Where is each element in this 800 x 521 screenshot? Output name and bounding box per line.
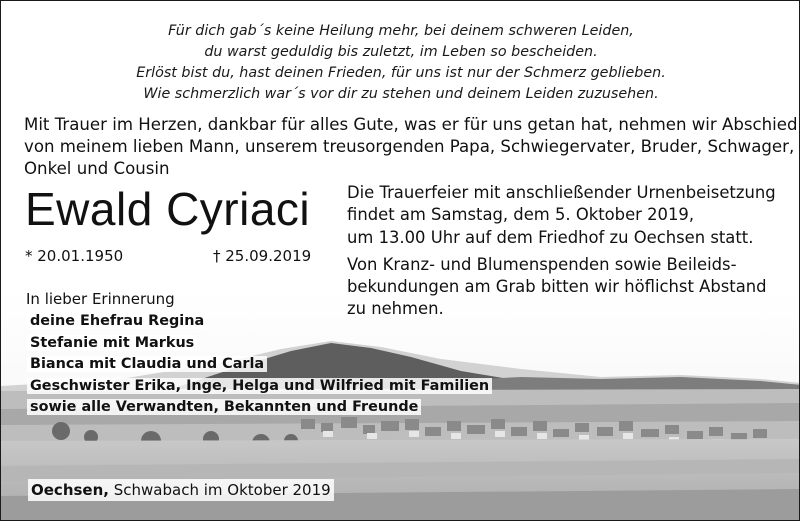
ceremony-line: Die Trauerfeier mit anschließender Urnenbeisetzung	[347, 183, 776, 202]
memory-heading: In lieber Erinnerung	[26, 290, 175, 308]
mourner-line: Bianca mit Claudia und Carla	[27, 356, 267, 372]
footer-place: Oechsen,	[31, 481, 109, 499]
intro-text	[24, 114, 798, 180]
mourner-line: sowie alle Verwandten, Bekannten und Freunde	[27, 399, 421, 415]
footer-rest: Schwabach im Oktober 2019	[108, 481, 331, 499]
ceremony-line: um 13.00 Uhr auf dem Friedhof zu Oechsen statt.	[347, 227, 754, 247]
ceremony-line: findet am Samstag, dem 5. Oktober 2019,	[347, 205, 695, 225]
poem-line: Wie schmerzlich war´s vor dir zu stehen und deinem Leiden zuzusehen.	[143, 86, 659, 102]
poem	[1, 21, 800, 105]
poem-line: Erlöst bist du, hast deinen Frieden, für uns ist nur der Schmerz geblieben.	[136, 65, 666, 81]
ceremony-info	[347, 182, 787, 321]
deceased-name: Ewald Cyriaci	[25, 183, 311, 235]
donation-note-line: bekundungen am Grab bitten wir höflichst Abstand	[347, 277, 767, 297]
poem-line: du warst geduldig bis zuletzt, im Leben so bescheiden.	[204, 44, 598, 60]
intro-line: Onkel und Cousin	[24, 159, 170, 178]
intro-line: von meinem lieben Mann, unserem treusorgenden Papa, Schwiegervater, Bruder, Schwager,	[24, 137, 795, 156]
mourner-line: deine Ehefrau Regina	[27, 313, 207, 329]
death-date: † 25.09.2019	[213, 247, 312, 265]
birth-date: * 20.01.1950	[25, 247, 124, 265]
mourner-line: Stefanie mit Markus	[27, 335, 197, 351]
intro-line: Mit Trauer im Herzen, dankbar für alles Gute, was er für uns getan hat, nehmen wir Abschied	[24, 115, 798, 134]
footer-place-date	[28, 479, 334, 501]
mourners-list	[27, 311, 547, 419]
mourner-line: Geschwister Erika, Inge, Helga und Wilfried mit Familien	[27, 378, 492, 394]
poem-line: Für dich gab´s keine Heilung mehr, bei deinem schweren Leiden,	[168, 23, 634, 39]
donation-note-line: Von Kranz- und Blumenspenden sowie Beileids-	[347, 254, 737, 274]
donation-note-line: zu nehmen.	[347, 299, 444, 319]
